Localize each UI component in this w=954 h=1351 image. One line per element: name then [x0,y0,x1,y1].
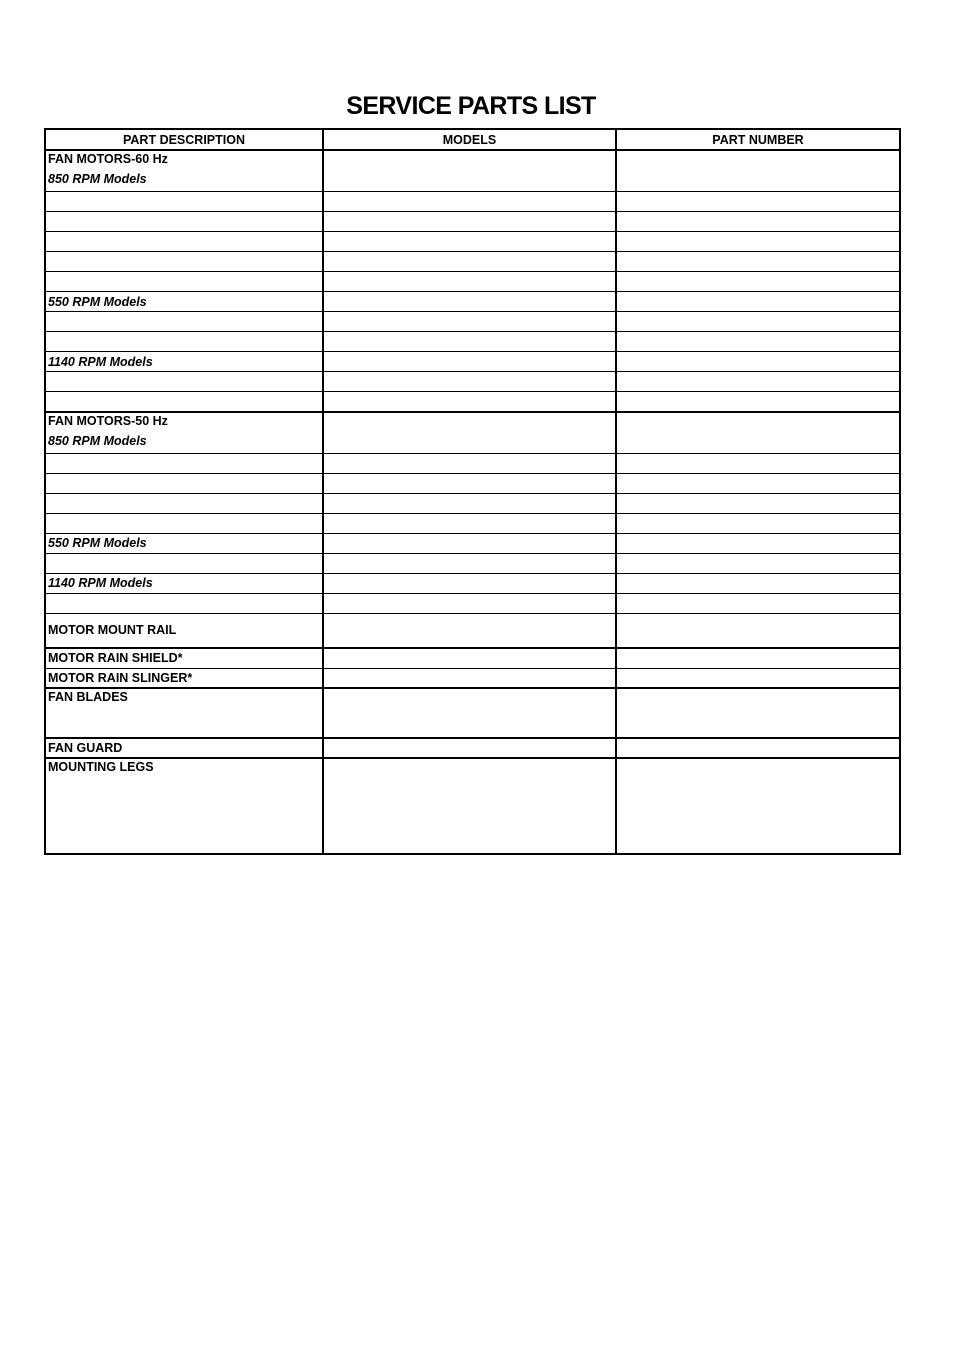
table-row [45,272,900,292]
header-models: MODELS [323,129,616,150]
part-number-cell[interactable] [616,412,900,454]
part-fan-guard: FAN GUARD [45,738,323,758]
table-row [45,493,900,513]
description-cell[interactable] [45,252,323,272]
part-motor-mount-rail: MOTOR MOUNT RAIL [45,613,323,648]
part-number-cell[interactable] [616,392,900,412]
page-title: SERVICE PARTS LIST [346,92,596,120]
part-number-cell[interactable] [616,758,900,854]
description-cell[interactable] [45,513,323,533]
models-cell[interactable] [323,332,616,352]
part-number-cell[interactable] [616,312,900,332]
subheading-1140-rpm-60hz: 1140 RPM Models [45,352,323,372]
models-cell[interactable] [323,738,616,758]
description-cell [45,150,323,192]
table-row [45,593,900,613]
models-cell[interactable] [323,648,616,668]
part-number-cell[interactable] [616,493,900,513]
table-row [45,513,900,533]
description-cell[interactable] [45,192,323,212]
table-row [45,412,900,454]
part-number-cell[interactable] [616,372,900,392]
table-row [45,688,900,738]
description-cell[interactable] [45,272,323,292]
subheading-1140-rpm-50hz: 1140 RPM Models [45,573,323,593]
description-cell[interactable] [45,493,323,513]
models-cell[interactable] [323,232,616,252]
part-number-cell[interactable] [616,252,900,272]
table-row [45,668,900,688]
part-number-cell[interactable] [616,613,900,648]
section-heading-60hz: FAN MOTORS-60 Hz [48,152,168,166]
models-cell[interactable] [323,453,616,473]
part-number-cell[interactable] [616,352,900,372]
description-cell [45,412,323,454]
part-number-cell[interactable] [616,212,900,232]
table-row [45,372,900,392]
subheading-550-rpm-50hz: 550 RPM Models [45,533,323,553]
models-cell[interactable] [323,150,616,192]
description-cell[interactable] [45,392,323,412]
part-number-cell[interactable] [616,688,900,738]
models-cell[interactable] [323,668,616,688]
table-row [45,453,900,473]
table-row [45,192,900,212]
service-parts-table [44,128,901,855]
description-cell[interactable] [45,212,323,232]
part-number-cell[interactable] [616,533,900,553]
part-number-cell[interactable] [616,150,900,192]
description-cell[interactable] [45,453,323,473]
part-number-cell[interactable] [616,232,900,252]
part-number-cell[interactable] [616,292,900,312]
table-row [45,150,900,192]
table-row [45,613,900,648]
models-cell[interactable] [323,593,616,613]
subheading-550-rpm-60hz: 550 RPM Models [45,292,323,312]
description-cell[interactable] [45,312,323,332]
table-row [45,473,900,493]
table-row [45,292,900,312]
description-cell[interactable] [45,332,323,352]
table-header-row [45,129,900,150]
part-number-cell[interactable] [616,738,900,758]
subheading-850-rpm-50hz: 850 RPM Models [48,433,147,448]
part-number-cell[interactable] [616,668,900,688]
description-cell[interactable] [45,232,323,252]
description-cell [45,688,323,738]
part-number-cell[interactable] [616,473,900,493]
table-row [45,553,900,573]
part-number-cell[interactable] [616,513,900,533]
models-cell[interactable] [323,192,616,212]
part-number-cell[interactable] [616,453,900,473]
part-number-cell[interactable] [616,553,900,573]
models-cell[interactable] [323,613,616,648]
description-cell[interactable] [45,473,323,493]
models-cell[interactable] [323,473,616,493]
table-row [45,738,900,758]
models-cell[interactable] [323,513,616,533]
header-part-description: PART DESCRIPTION [45,129,323,150]
models-cell[interactable] [323,272,616,292]
table-row [45,758,900,854]
part-motor-rain-shield: MOTOR RAIN SHIELD* [45,648,323,668]
part-motor-rain-slinger: MOTOR RAIN SLINGER* [45,668,323,688]
models-cell[interactable] [323,292,616,312]
models-cell[interactable] [323,553,616,573]
table-row [45,332,900,352]
models-cell[interactable] [323,493,616,513]
section-heading-50hz: FAN MOTORS-50 Hz [48,413,168,428]
table-row [45,312,900,332]
table-row [45,648,900,668]
models-cell[interactable] [323,392,616,412]
part-mounting-legs: MOUNTING LEGS [48,760,154,774]
description-cell [45,758,323,854]
table-row [45,573,900,593]
models-cell[interactable] [323,412,616,454]
part-number-cell[interactable] [616,332,900,352]
models-cell[interactable] [323,688,616,738]
table-row [45,232,900,252]
models-cell[interactable] [323,573,616,593]
models-cell[interactable] [323,758,616,854]
part-number-cell[interactable] [616,573,900,593]
models-cell[interactable] [323,352,616,372]
table-row [45,352,900,372]
table-row [45,212,900,232]
header-part-number: PART NUMBER [616,129,900,150]
part-fan-blades: FAN BLADES [48,690,128,704]
description-cell[interactable] [45,372,323,392]
part-number-cell[interactable] [616,192,900,212]
models-cell[interactable] [323,252,616,272]
models-cell[interactable] [323,212,616,232]
part-number-cell[interactable] [616,648,900,668]
table-row [45,392,900,412]
table-row [45,533,900,553]
part-number-cell[interactable] [616,593,900,613]
table-row [45,252,900,272]
models-cell[interactable] [323,533,616,553]
subheading-850-rpm-60hz: 850 RPM Models [48,172,147,186]
description-cell[interactable] [45,593,323,613]
models-cell[interactable] [323,372,616,392]
part-number-cell[interactable] [616,272,900,292]
description-cell[interactable] [45,553,323,573]
models-cell[interactable] [323,312,616,332]
